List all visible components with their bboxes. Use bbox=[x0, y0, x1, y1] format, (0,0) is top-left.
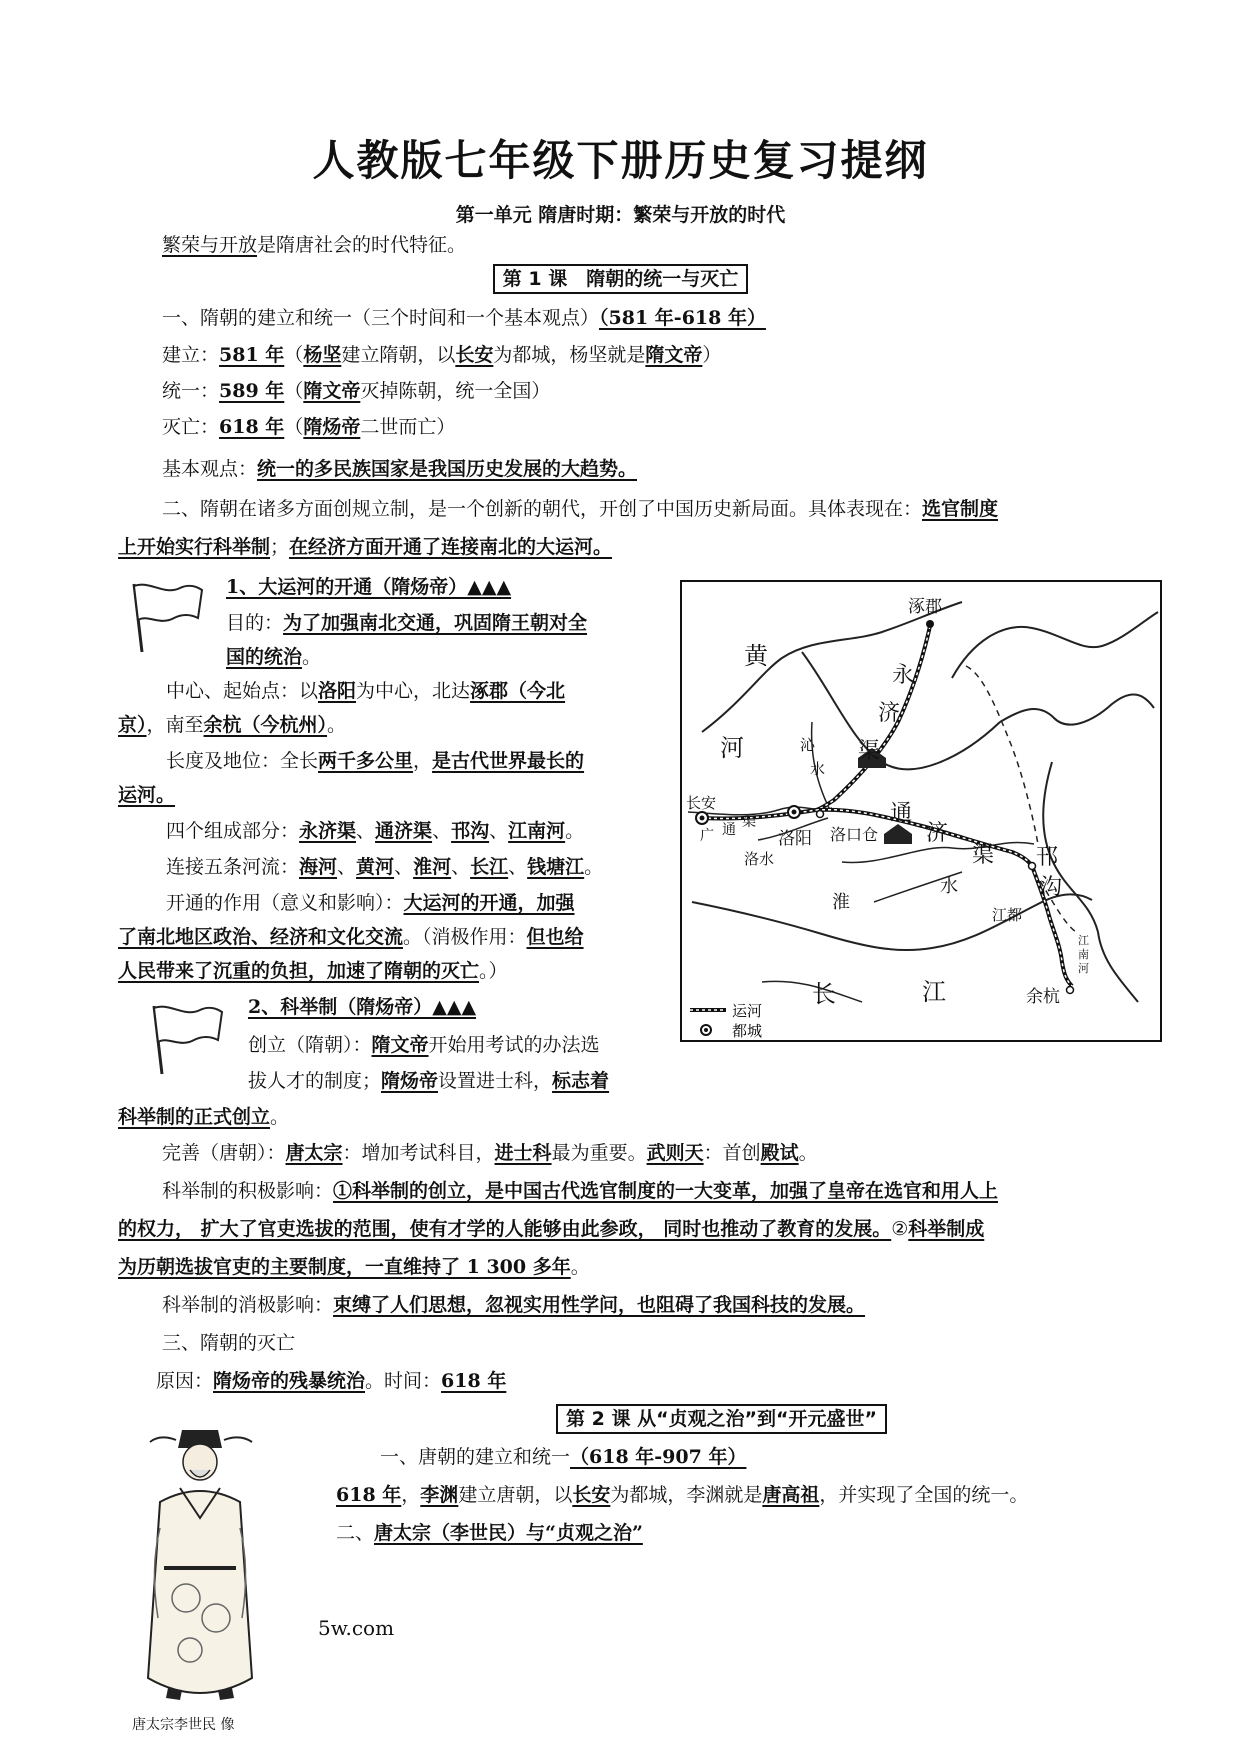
coastline bbox=[1000, 694, 1154, 724]
basic-view-line: 基本观点：统一的多民族国家是我国历史发展的大趋势。 bbox=[162, 458, 638, 480]
canal-length-2: 运河。 bbox=[118, 784, 176, 806]
label-han: 邗 bbox=[1036, 845, 1059, 870]
section2-line2: 上开始实行科举制；在经济方面开通了连接南北的大运河。 bbox=[118, 536, 613, 558]
lesson2-heading: 第 2 课 从“贞观之治”到“开元盛世” bbox=[556, 1404, 887, 1434]
exam-positive-3: 为历朝选拔官吏的主要制度，一直维持了 1 300 多年。 bbox=[118, 1256, 590, 1278]
sui-fall-cause: 原因：隋炀帝的残暴统治。时间：618 年 bbox=[156, 1370, 507, 1392]
exam-create: 创立（隋朝）：隋文帝开始用考试的办法选 bbox=[248, 1034, 600, 1056]
exam-positive-1: 科举制的积极影响：①科举制的创立，是中国古代选官制度的一大变革，加强了皇帝在选官和用人上 bbox=[162, 1180, 999, 1202]
legend-canal-label: 运河 bbox=[732, 1002, 763, 1020]
label-ji: 济 bbox=[926, 821, 949, 846]
canal-center-2: 京），南至余杭（今杭州）。 bbox=[118, 714, 347, 736]
label-changan: 长安 bbox=[686, 794, 717, 812]
sui-founding-line: 建立：581 年（杨坚建立隋朝，以长安为都城，杨坚就是隋文帝） bbox=[162, 344, 722, 366]
flag-icon bbox=[120, 578, 206, 654]
city-dot bbox=[1029, 863, 1036, 870]
label-yuhang: 余杭 bbox=[1026, 987, 1060, 1007]
canal-yongji bbox=[816, 626, 930, 810]
granary-icon bbox=[884, 824, 912, 844]
yangtze-river bbox=[692, 894, 1092, 950]
exam-create-2: 拔人才的制度；隋炀帝设置进士科，标志着 bbox=[248, 1070, 610, 1092]
canal-center: 中心、起始点：以洛阳为中心，北达涿郡（今北 bbox=[166, 680, 566, 702]
city-dot bbox=[1067, 987, 1074, 994]
section2-line1: 二、隋朝在诸多方面创规立制，是一个创新的朝代，开创了中国历史新局面。具体表现在：选官制度 bbox=[162, 498, 999, 520]
canal-purpose: 目的：为了加强南北交通，巩固隋王朝对全 bbox=[226, 612, 588, 634]
label-jiang: 江 bbox=[1078, 934, 1089, 947]
grand-canal-map bbox=[680, 580, 1162, 1042]
label-luoyang: 洛阳 bbox=[778, 829, 812, 849]
exam-perfect: 完善（唐朝）：唐太宗：增加考试科目，进士科最为重要。武则天：首创殿试。 bbox=[162, 1142, 818, 1164]
label-shui: 水 bbox=[810, 760, 826, 778]
portrait-caption: 唐太宗李世民 像 bbox=[132, 1717, 235, 1733]
city-dot bbox=[817, 811, 824, 818]
label-huang: 黄 bbox=[744, 642, 768, 670]
label-qu: 渠 bbox=[742, 814, 756, 830]
canal-effect: 开通的作用（意义和影响）：大运河的开通，加强 bbox=[166, 892, 575, 914]
exam-negative: 科举制的消极影响：束缚了人们思想，忽视实用性学问，也阻碍了我国科技的发展。 bbox=[162, 1294, 866, 1316]
lesson2-section2-title: 二、唐太宗（李世民）与“贞观之治” bbox=[336, 1522, 643, 1544]
canal-rivers: 连接五条河流：海河、黄河、淮河、长江、钱塘江。 bbox=[166, 856, 604, 878]
sui-unification-line: 统一：589 年（隋文帝灭掉陈朝，统一全国） bbox=[162, 380, 551, 402]
label-tong: 通 bbox=[722, 822, 736, 838]
canal-yongji bbox=[816, 626, 930, 810]
watermark: 5w.com bbox=[318, 1616, 395, 1640]
canal-title: 1、大运河的开通（隋炀帝）▲▲▲ bbox=[226, 576, 512, 598]
exam-positive-2: 的权力， 扩大了官吏选拔的范围，使有才学的人能够由此参政， 同时也推动了教育的发展。②科举制成 bbox=[118, 1218, 985, 1240]
lesson2-section1-title: 一、唐朝的建立和统一（618 年-907 年） bbox=[380, 1446, 747, 1468]
document-title: 人教版七年级下册历史复习提纲 bbox=[312, 136, 929, 185]
intro-line bbox=[162, 232, 466, 258]
exam-title: 2、科举制（隋炀帝）▲▲▲ bbox=[248, 996, 477, 1018]
label-gou: 沟 bbox=[1040, 875, 1063, 900]
label-he: 河 bbox=[1078, 962, 1089, 975]
yellow-river bbox=[702, 602, 962, 732]
label-huai: 淮 bbox=[832, 892, 850, 913]
tang-founding-line: 618 年，李渊建立唐朝，以长安为都城，李渊就是唐高祖，并实现了全国的统一。 bbox=[336, 1484, 1029, 1506]
flag-icon bbox=[140, 1000, 226, 1076]
unit-heading: 第一单元 隋唐时期：繁荣与开放的时代 bbox=[455, 204, 786, 226]
label-ji: 济 bbox=[878, 701, 901, 726]
label-tong: 通 bbox=[890, 801, 913, 826]
intro-key: 繁荣与开放 bbox=[162, 234, 258, 256]
lesson1-section1-title: 一、隋朝的建立和统一（三个时间和一个基本观点）（581 年-618 年） bbox=[162, 307, 766, 329]
emperor-portrait bbox=[120, 1418, 280, 1724]
canal-parts: 四个组成部分：永济渠、通济渠、邗沟、江南河。 bbox=[166, 820, 585, 842]
label-qu: 渠 bbox=[858, 739, 881, 764]
boundary-dashed bbox=[966, 666, 1038, 844]
label-shui: 水 bbox=[940, 876, 958, 897]
label-zhuojun: 涿郡 bbox=[908, 597, 942, 617]
label-qu: 渠 bbox=[972, 843, 995, 868]
canal-length: 长度及地位：全长两千多公里，是古代世界最长的 bbox=[166, 750, 585, 772]
label-jiang: 江 bbox=[922, 978, 946, 1006]
canal-effect-2: 了南北地区政治、经济和文化交流。（消极作用：但也给 bbox=[118, 926, 584, 948]
label-yong: 永 bbox=[892, 663, 915, 688]
canal-effect-3: 人民带来了沉重的负担，加速了隋朝的灭亡。） bbox=[118, 960, 508, 982]
sui-fall-line: 灭亡：618 年（隋炀帝二世而亡） bbox=[162, 416, 456, 438]
city-dot bbox=[926, 620, 934, 628]
canal-purpose-2: 国的统治。 bbox=[226, 646, 322, 668]
label-guang: 广 bbox=[700, 828, 714, 844]
label-luoshui: 洛水 bbox=[744, 850, 775, 868]
label-nan: 南 bbox=[1078, 948, 1089, 961]
coastline bbox=[952, 612, 1158, 678]
section3-title: 三、隋朝的灭亡 bbox=[162, 1332, 296, 1354]
lesson1-heading: 第 1 课 隋朝的统一与灭亡 bbox=[493, 264, 748, 294]
label-luokoucang: 洛口仓 bbox=[830, 825, 879, 844]
exam-create-3: 科举制的正式创立。 bbox=[118, 1106, 290, 1128]
label-jiangdu: 江都 bbox=[992, 906, 1023, 924]
intro-rest: 是隋唐社会的时代特征。 bbox=[257, 234, 467, 256]
label-qin: 沁 bbox=[800, 736, 816, 754]
legend-capital-label: 都城 bbox=[732, 1022, 763, 1040]
map-legend bbox=[690, 1002, 762, 1040]
label-chang: 长 bbox=[812, 980, 836, 1008]
label-he: 河 bbox=[720, 734, 744, 762]
